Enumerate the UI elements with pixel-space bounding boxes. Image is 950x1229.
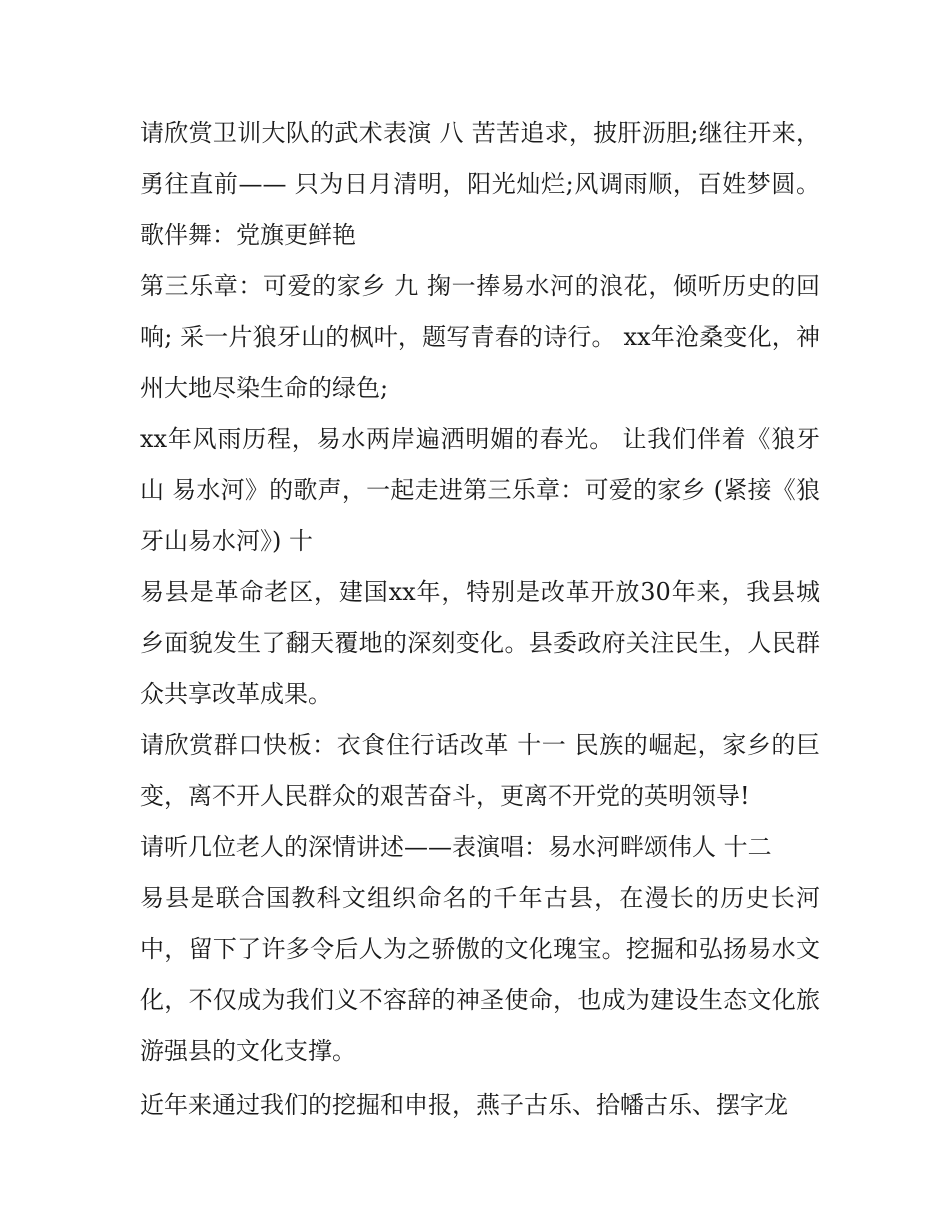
paragraph-6: 请听几位老人的深情讲述——表演唱：易水河畔颂伟人 十二: [140, 833, 772, 861]
paragraph-5: 请欣赏群口快板：衣食住行话改革 十一 民族的崛起，家乡的巨变，离不开人民群众的艰苦奋斗，更离不开党的英明领导!: [140, 731, 820, 810]
paragraph-7: 易县是联合国教科文组织命名的千年古县，在漫长的历史长河中，留下了许多令后人为之骄傲的文化瑰宝。挖掘和弘扬易水文化，不仅成为我们义不容辞的神圣使命，也成为建设生态文化旅游强县的文化支撑。: [140, 884, 820, 1065]
paragraph-1: 请欣赏卫训大队的武术表演 八 苦苦追求，披肝沥胆;继往开来，勇往直前—— 只为日月清明，阳光灿烂;风调雨顺，百姓梦圆。 歌伴舞：党旗更鲜艳: [140, 119, 820, 249]
paragraph-8: 近年来通过我们的挖掘和申报，燕子古乐、拾幡古乐、摆字龙: [140, 1091, 788, 1119]
paragraph-3: xx年风雨历程，易水两岸遍洒明媚的春光。 让我们伴着《狼牙山 易水河》的歌声，一起走进第三乐章：可爱的家乡 (紧接《狼牙山易水河》) 十: [140, 425, 820, 555]
paragraph-4: 易县是革命老区，建国xx年，特别是改革开放30年来，我县城乡面貌发生了翻天覆地的深刻变化。县委政府关注民生，人民群众共享改革成果。: [140, 578, 820, 708]
paragraph-2: 第三乐章：可爱的家乡 九 掬一捧易水河的浪花，倾听历史的回响; 采一片狼牙山的枫叶，题写青春的诗行。 xx年沧桑变化，神州大地尽染生命的绿色;: [140, 272, 820, 402]
document-body: [140, 108, 820, 1131]
